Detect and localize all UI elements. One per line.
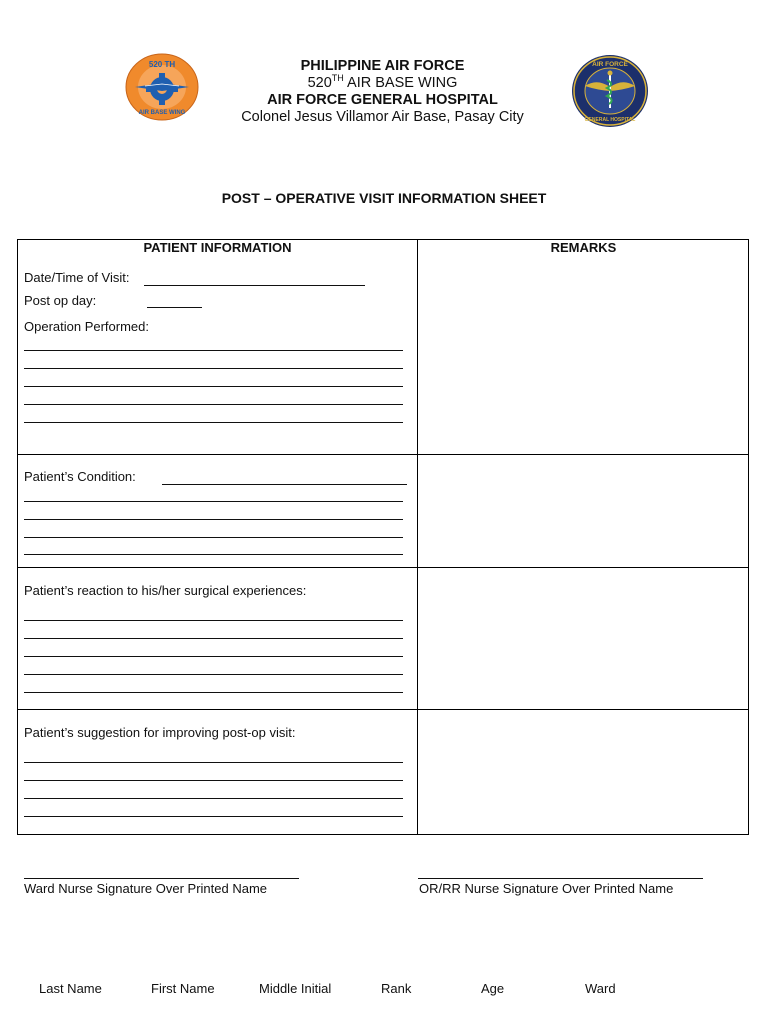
document-title: POST – OPERATIVE VISIT INFORMATION SHEET xyxy=(221,190,547,206)
header-wing-name xyxy=(200,75,565,91)
condition-line-4[interactable] xyxy=(24,554,403,555)
reaction-line-5[interactable] xyxy=(24,692,403,693)
ward-label: Ward xyxy=(585,981,616,996)
row-divider-1 xyxy=(17,454,749,455)
operation-line-2[interactable] xyxy=(24,368,403,369)
patient-info-header: PATIENT INFORMATION xyxy=(143,240,292,255)
reaction-line-1[interactable] xyxy=(24,620,403,621)
post-op-day-field[interactable] xyxy=(147,307,202,308)
general-hospital-seal xyxy=(571,54,649,128)
operation-line-5[interactable] xyxy=(24,422,403,423)
reaction-line-3[interactable] xyxy=(24,656,403,657)
left-logo-bottom-text: AIR BASE WING xyxy=(138,110,186,116)
last-name-label: Last Name xyxy=(39,981,102,996)
operation-line-1[interactable] xyxy=(24,350,403,351)
reaction-line-4[interactable] xyxy=(24,674,403,675)
operation-performed-label: Operation Performed: xyxy=(24,319,150,334)
reaction-line-2[interactable] xyxy=(24,638,403,639)
suggestion-line-3[interactable] xyxy=(24,798,403,799)
ward-nurse-signature-label: Ward Nurse Signature Over Printed Name xyxy=(24,881,268,896)
header-wing-sup: TH xyxy=(331,73,344,83)
suggestion-line-2[interactable] xyxy=(24,780,403,781)
first-name-label: First Name xyxy=(151,981,215,996)
header-wing-number: 520 xyxy=(307,75,332,91)
suggestion-line-4[interactable] xyxy=(24,816,403,817)
age-label: Age xyxy=(481,981,505,996)
right-logo-top-text: AIR FORCE xyxy=(592,61,628,68)
patient-condition-label: Patient’s Condition: xyxy=(24,469,136,484)
header-hospital-name: AIR FORCE GENERAL HOSPITAL xyxy=(267,92,498,108)
date-time-label: Date/Time of Visit: xyxy=(24,270,130,285)
condition-line-1[interactable] xyxy=(24,501,403,502)
middle-initial-label: Middle Initial xyxy=(259,981,332,996)
post-op-day-label: Post op day: xyxy=(24,293,97,308)
operation-line-3[interactable] xyxy=(24,386,403,387)
rank-label: Rank xyxy=(381,981,412,996)
header-wing-rest: AIR BASE WING xyxy=(343,75,458,91)
ward-nurse-signature-line[interactable] xyxy=(24,878,299,879)
remarks-header: REMARKS xyxy=(550,240,617,255)
suggestion-line-1[interactable] xyxy=(24,762,403,763)
or-rr-nurse-signature-line[interactable] xyxy=(418,878,703,879)
surgical-reaction-label: Patient’s reaction to his/her surgical experiences: xyxy=(24,583,307,598)
improvement-suggestion-label: Patient’s suggestion for improving post-op visit: xyxy=(24,725,296,740)
or-rr-nurse-signature-label: OR/RR Nurse Signature Over Printed Name xyxy=(419,881,674,896)
header-org-name: PHILIPPINE AIR FORCE xyxy=(300,58,465,74)
right-logo-bottom-text: GENERAL HOSPITAL xyxy=(584,117,636,123)
table-column-divider xyxy=(417,239,418,835)
left-logo-top-text: 520 TH xyxy=(148,60,176,69)
header-address: Colonel Jesus Villamor Air Base, Pasay City xyxy=(241,109,524,125)
operation-line-4[interactable] xyxy=(24,404,403,405)
date-time-field[interactable] xyxy=(144,285,365,286)
air-base-wing-logo xyxy=(125,53,199,121)
row-divider-3 xyxy=(17,709,749,710)
condition-line-3[interactable] xyxy=(24,537,403,538)
condition-line-2[interactable] xyxy=(24,519,403,520)
row-divider-2 xyxy=(17,567,749,568)
patient-condition-field[interactable] xyxy=(162,484,407,485)
